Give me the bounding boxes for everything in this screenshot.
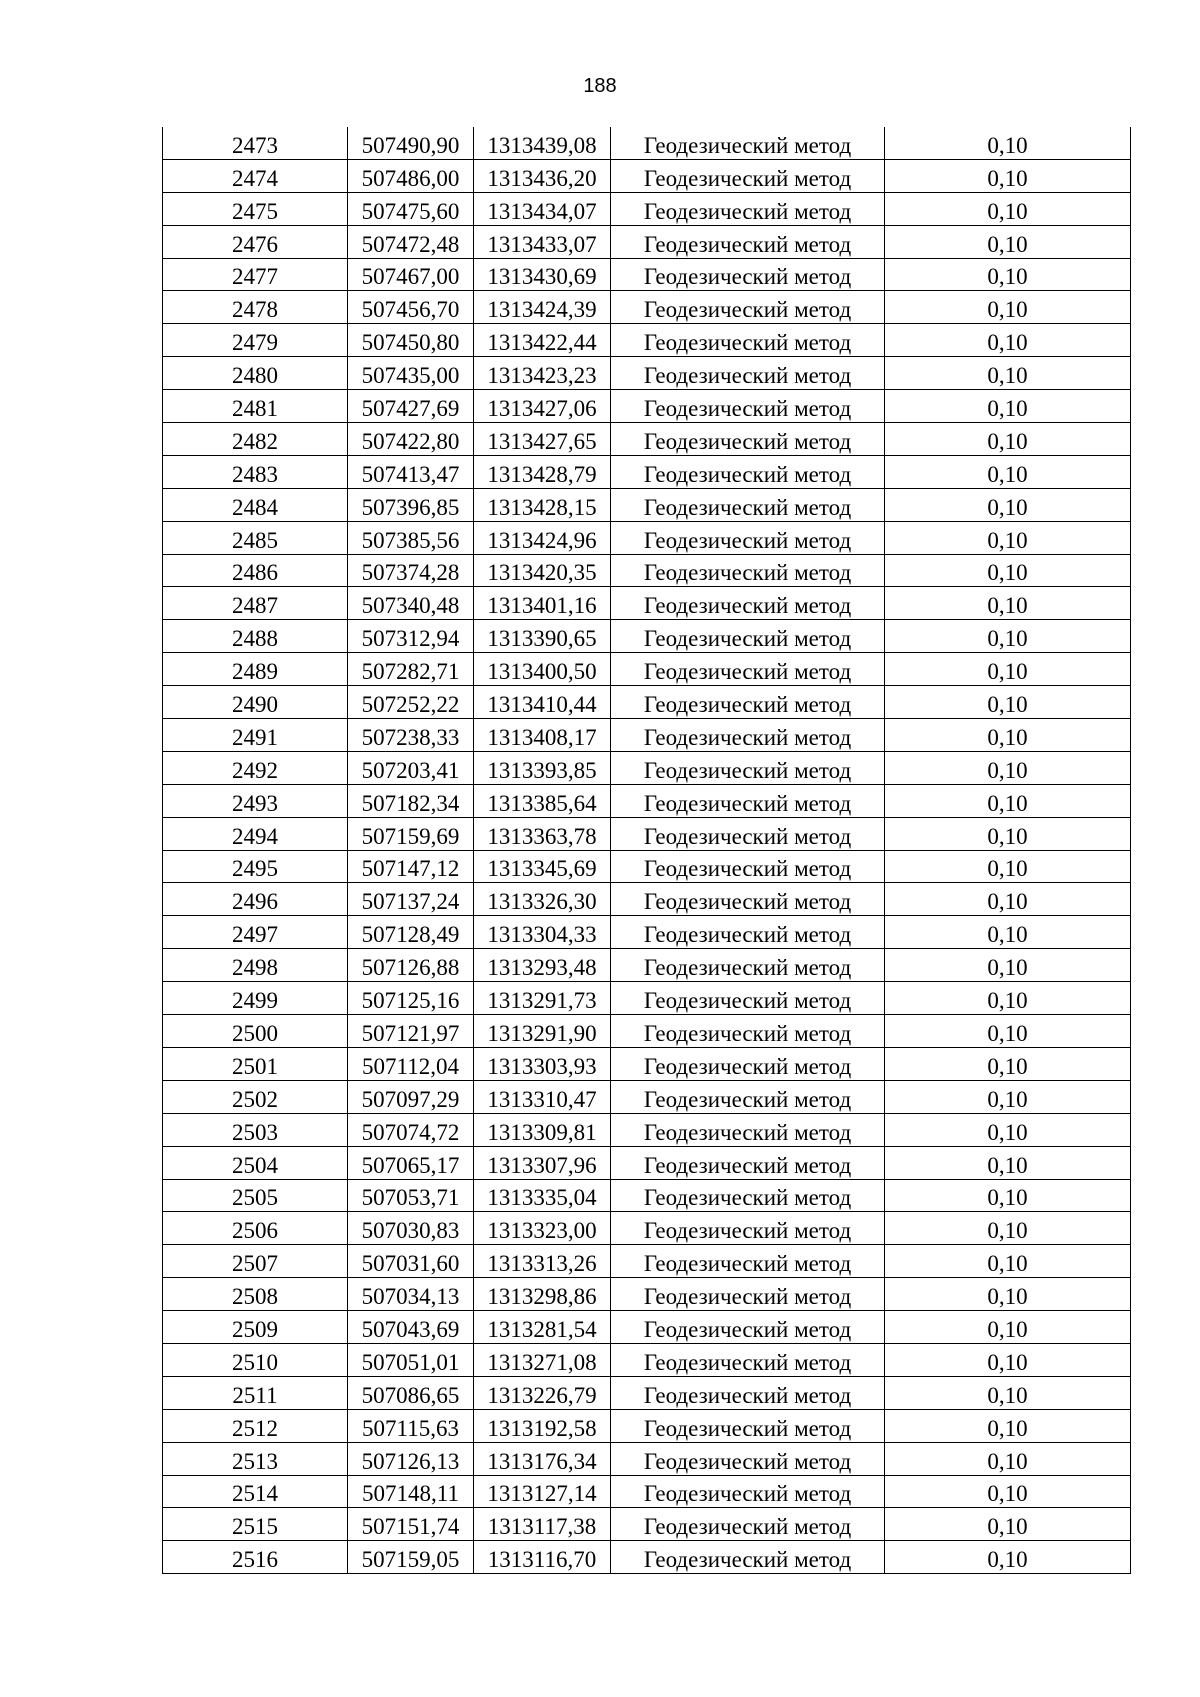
accuracy-cell: 0,10 [885, 291, 1131, 324]
y-coordinate-cell: 1313427,06 [474, 390, 611, 423]
y-coordinate-cell: 1313281,54 [474, 1311, 611, 1344]
method-cell: Геодезический метод [611, 1541, 885, 1574]
point-number-cell: 2502 [163, 1080, 348, 1113]
table-row [163, 521, 1131, 554]
x-coordinate-cell: 507121,97 [348, 1015, 474, 1048]
point-number-cell: 2499 [163, 982, 348, 1015]
accuracy-cell: 0,10 [885, 1376, 1131, 1409]
x-coordinate-cell: 507475,60 [348, 192, 474, 225]
method-cell: Геодезический метод [611, 949, 885, 982]
point-number-cell: 2485 [163, 521, 348, 554]
coordinates-table [162, 127, 1131, 1574]
y-coordinate-cell: 1313428,79 [474, 455, 611, 488]
y-coordinate-cell: 1313408,17 [474, 719, 611, 752]
table-row [163, 916, 1131, 949]
x-coordinate-cell: 507128,49 [348, 916, 474, 949]
table-row [163, 225, 1131, 258]
table-row [163, 949, 1131, 982]
table-row [163, 1113, 1131, 1146]
table-row [163, 1278, 1131, 1311]
y-coordinate-cell: 1313433,07 [474, 225, 611, 258]
accuracy-cell: 0,10 [885, 324, 1131, 357]
y-coordinate-cell: 1313400,50 [474, 653, 611, 686]
point-number-cell: 2476 [163, 225, 348, 258]
table-row [163, 1245, 1131, 1278]
point-number-cell: 2516 [163, 1541, 348, 1574]
point-number-cell: 2490 [163, 686, 348, 719]
table-row [163, 784, 1131, 817]
method-cell: Геодезический метод [611, 258, 885, 291]
point-number-cell: 2496 [163, 883, 348, 916]
method-cell: Геодезический метод [611, 1015, 885, 1048]
y-coordinate-cell: 1313304,33 [474, 916, 611, 949]
y-coordinate-cell: 1313307,96 [474, 1146, 611, 1179]
accuracy-cell: 0,10 [885, 554, 1131, 587]
table-row [163, 883, 1131, 916]
table-row [163, 357, 1131, 390]
point-number-cell: 2498 [163, 949, 348, 982]
point-number-cell: 2510 [163, 1343, 348, 1376]
accuracy-cell: 0,10 [885, 850, 1131, 883]
x-coordinate-cell: 507159,05 [348, 1541, 474, 1574]
table-row [163, 192, 1131, 225]
x-coordinate-cell: 507396,85 [348, 488, 474, 521]
accuracy-cell: 0,10 [885, 159, 1131, 192]
accuracy-cell: 0,10 [885, 357, 1131, 390]
table-row [163, 1311, 1131, 1344]
point-number-cell: 2478 [163, 291, 348, 324]
accuracy-cell: 0,10 [885, 1179, 1131, 1212]
accuracy-cell: 0,10 [885, 1409, 1131, 1442]
method-cell: Геодезический метод [611, 1343, 885, 1376]
accuracy-cell: 0,10 [885, 982, 1131, 1015]
method-cell: Геодезический метод [611, 982, 885, 1015]
point-number-cell: 2489 [163, 653, 348, 686]
y-coordinate-cell: 1313293,48 [474, 949, 611, 982]
x-coordinate-cell: 507427,69 [348, 390, 474, 423]
accuracy-cell: 0,10 [885, 1278, 1131, 1311]
table-row [163, 1343, 1131, 1376]
method-cell: Геодезический метод [611, 653, 885, 686]
method-cell: Геодезический метод [611, 850, 885, 883]
method-cell: Геодезический метод [611, 455, 885, 488]
y-coordinate-cell: 1313363,78 [474, 817, 611, 850]
method-cell: Геодезический метод [611, 817, 885, 850]
table-row [163, 488, 1131, 521]
accuracy-cell: 0,10 [885, 1015, 1131, 1048]
x-coordinate-cell: 507282,71 [348, 653, 474, 686]
point-number-cell: 2479 [163, 324, 348, 357]
table-row [163, 1442, 1131, 1475]
method-cell: Геодезический метод [611, 1245, 885, 1278]
y-coordinate-cell: 1313271,08 [474, 1343, 611, 1376]
y-coordinate-cell: 1313401,16 [474, 587, 611, 620]
accuracy-cell: 0,10 [885, 784, 1131, 817]
point-number-cell: 2511 [163, 1376, 348, 1409]
table-row [163, 159, 1131, 192]
table-row [163, 1047, 1131, 1080]
table-row [163, 554, 1131, 587]
table-row [163, 324, 1131, 357]
point-number-cell: 2503 [163, 1113, 348, 1146]
y-coordinate-cell: 1313226,79 [474, 1376, 611, 1409]
accuracy-cell: 0,10 [885, 620, 1131, 653]
point-number-cell: 2484 [163, 488, 348, 521]
point-number-cell: 2493 [163, 784, 348, 817]
y-coordinate-cell: 1313326,30 [474, 883, 611, 916]
accuracy-cell: 0,10 [885, 225, 1131, 258]
accuracy-cell: 0,10 [885, 719, 1131, 752]
y-coordinate-cell: 1313309,81 [474, 1113, 611, 1146]
method-cell: Геодезический метод [611, 423, 885, 456]
x-coordinate-cell: 507472,48 [348, 225, 474, 258]
method-cell: Геодезический метод [611, 1409, 885, 1442]
method-cell: Геодезический метод [611, 1475, 885, 1508]
method-cell: Геодезический метод [611, 1179, 885, 1212]
x-coordinate-cell: 507126,13 [348, 1442, 474, 1475]
x-coordinate-cell: 507450,80 [348, 324, 474, 357]
y-coordinate-cell: 1313439,08 [474, 127, 611, 159]
table-row [163, 1080, 1131, 1113]
table-row [163, 982, 1131, 1015]
method-cell: Геодезический метод [611, 751, 885, 784]
x-coordinate-cell: 507086,65 [348, 1376, 474, 1409]
point-number-cell: 2504 [163, 1146, 348, 1179]
table-row [163, 817, 1131, 850]
y-coordinate-cell: 1313310,47 [474, 1080, 611, 1113]
y-coordinate-cell: 1313313,26 [474, 1245, 611, 1278]
method-cell: Геодезический метод [611, 1442, 885, 1475]
method-cell: Геодезический метод [611, 357, 885, 390]
accuracy-cell: 0,10 [885, 1311, 1131, 1344]
point-number-cell: 2486 [163, 554, 348, 587]
point-number-cell: 2497 [163, 916, 348, 949]
accuracy-cell: 0,10 [885, 751, 1131, 784]
method-cell: Геодезический метод [611, 916, 885, 949]
y-coordinate-cell: 1313117,38 [474, 1508, 611, 1541]
method-cell: Геодезический метод [611, 1376, 885, 1409]
table-row [163, 653, 1131, 686]
table-row [163, 1212, 1131, 1245]
accuracy-cell: 0,10 [885, 488, 1131, 521]
y-coordinate-cell: 1313427,65 [474, 423, 611, 456]
method-cell: Геодезический метод [611, 1080, 885, 1113]
accuracy-cell: 0,10 [885, 1113, 1131, 1146]
x-coordinate-cell: 507074,72 [348, 1113, 474, 1146]
method-cell: Геодезический метод [611, 554, 885, 587]
accuracy-cell: 0,10 [885, 1508, 1131, 1541]
table-row [163, 686, 1131, 719]
table-row [163, 719, 1131, 752]
point-number-cell: 2508 [163, 1278, 348, 1311]
accuracy-cell: 0,10 [885, 390, 1131, 423]
y-coordinate-cell: 1313335,04 [474, 1179, 611, 1212]
x-coordinate-cell: 507125,16 [348, 982, 474, 1015]
table-row [163, 1475, 1131, 1508]
method-cell: Геодезический метод [611, 225, 885, 258]
point-number-cell: 2481 [163, 390, 348, 423]
point-number-cell: 2482 [163, 423, 348, 456]
table-row [163, 291, 1131, 324]
table-row [163, 1409, 1131, 1442]
accuracy-cell: 0,10 [885, 1343, 1131, 1376]
x-coordinate-cell: 507413,47 [348, 455, 474, 488]
table-row [163, 127, 1131, 159]
accuracy-cell: 0,10 [885, 1541, 1131, 1574]
x-coordinate-cell: 507051,01 [348, 1343, 474, 1376]
y-coordinate-cell: 1313434,07 [474, 192, 611, 225]
y-coordinate-cell: 1313390,65 [474, 620, 611, 653]
accuracy-cell: 0,10 [885, 127, 1131, 159]
accuracy-cell: 0,10 [885, 521, 1131, 554]
accuracy-cell: 0,10 [885, 1475, 1131, 1508]
x-coordinate-cell: 507340,48 [348, 587, 474, 620]
table-row [163, 620, 1131, 653]
point-number-cell: 2495 [163, 850, 348, 883]
method-cell: Геодезический метод [611, 488, 885, 521]
x-coordinate-cell: 507467,00 [348, 258, 474, 291]
table-row [163, 1541, 1131, 1574]
y-coordinate-cell: 1313291,73 [474, 982, 611, 1015]
point-number-cell: 2487 [163, 587, 348, 620]
point-number-cell: 2483 [163, 455, 348, 488]
x-coordinate-cell: 507043,69 [348, 1311, 474, 1344]
x-coordinate-cell: 507137,24 [348, 883, 474, 916]
point-number-cell: 2509 [163, 1311, 348, 1344]
point-number-cell: 2506 [163, 1212, 348, 1245]
accuracy-cell: 0,10 [885, 455, 1131, 488]
x-coordinate-cell: 507182,34 [348, 784, 474, 817]
method-cell: Геодезический метод [611, 1146, 885, 1179]
table-row [163, 423, 1131, 456]
point-number-cell: 2501 [163, 1047, 348, 1080]
accuracy-cell: 0,10 [885, 949, 1131, 982]
accuracy-cell: 0,10 [885, 653, 1131, 686]
method-cell: Геодезический метод [611, 1508, 885, 1541]
table-row [163, 1376, 1131, 1409]
point-number-cell: 2512 [163, 1409, 348, 1442]
x-coordinate-cell: 507490,90 [348, 127, 474, 159]
point-number-cell: 2515 [163, 1508, 348, 1541]
method-cell: Геодезический метод [611, 587, 885, 620]
method-cell: Геодезический метод [611, 883, 885, 916]
table-row [163, 850, 1131, 883]
x-coordinate-cell: 507151,74 [348, 1508, 474, 1541]
y-coordinate-cell: 1313345,69 [474, 850, 611, 883]
table-row [163, 390, 1131, 423]
y-coordinate-cell: 1313393,85 [474, 751, 611, 784]
x-coordinate-cell: 507031,60 [348, 1245, 474, 1278]
y-coordinate-cell: 1313410,44 [474, 686, 611, 719]
point-number-cell: 2492 [163, 751, 348, 784]
y-coordinate-cell: 1313424,96 [474, 521, 611, 554]
point-number-cell: 2473 [163, 127, 348, 159]
accuracy-cell: 0,10 [885, 1245, 1131, 1278]
x-coordinate-cell: 507456,70 [348, 291, 474, 324]
point-number-cell: 2474 [163, 159, 348, 192]
table-row [163, 1508, 1131, 1541]
accuracy-cell: 0,10 [885, 423, 1131, 456]
y-coordinate-cell: 1313116,70 [474, 1541, 611, 1574]
method-cell: Геодезический метод [611, 521, 885, 554]
method-cell: Геодезический метод [611, 1212, 885, 1245]
point-number-cell: 2477 [163, 258, 348, 291]
x-coordinate-cell: 507097,29 [348, 1080, 474, 1113]
x-coordinate-cell: 507312,94 [348, 620, 474, 653]
page-number: 188 [583, 75, 617, 97]
method-cell: Геодезический метод [611, 620, 885, 653]
point-number-cell: 2494 [163, 817, 348, 850]
point-number-cell: 2513 [163, 1442, 348, 1475]
x-coordinate-cell: 507115,63 [348, 1409, 474, 1442]
x-coordinate-cell: 507238,33 [348, 719, 474, 752]
accuracy-cell: 0,10 [885, 258, 1131, 291]
accuracy-cell: 0,10 [885, 916, 1131, 949]
method-cell: Геодезический метод [611, 1113, 885, 1146]
x-coordinate-cell: 507126,88 [348, 949, 474, 982]
x-coordinate-cell: 507148,11 [348, 1475, 474, 1508]
point-number-cell: 2491 [163, 719, 348, 752]
method-cell: Геодезический метод [611, 390, 885, 423]
x-coordinate-cell: 507374,28 [348, 554, 474, 587]
accuracy-cell: 0,10 [885, 817, 1131, 850]
x-coordinate-cell: 507422,80 [348, 423, 474, 456]
point-number-cell: 2514 [163, 1475, 348, 1508]
accuracy-cell: 0,10 [885, 1146, 1131, 1179]
x-coordinate-cell: 507159,69 [348, 817, 474, 850]
x-coordinate-cell: 507147,12 [348, 850, 474, 883]
x-coordinate-cell: 507112,04 [348, 1047, 474, 1080]
table-row [163, 751, 1131, 784]
method-cell: Геодезический метод [611, 291, 885, 324]
x-coordinate-cell: 507486,00 [348, 159, 474, 192]
y-coordinate-cell: 1313436,20 [474, 159, 611, 192]
x-coordinate-cell: 507065,17 [348, 1146, 474, 1179]
point-number-cell: 2507 [163, 1245, 348, 1278]
y-coordinate-cell: 1313423,23 [474, 357, 611, 390]
method-cell: Геодезический метод [611, 1311, 885, 1344]
accuracy-cell: 0,10 [885, 1212, 1131, 1245]
point-number-cell: 2500 [163, 1015, 348, 1048]
accuracy-cell: 0,10 [885, 192, 1131, 225]
accuracy-cell: 0,10 [885, 1047, 1131, 1080]
table-row [163, 587, 1131, 620]
point-number-cell: 2480 [163, 357, 348, 390]
y-coordinate-cell: 1313323,00 [474, 1212, 611, 1245]
point-number-cell: 2505 [163, 1179, 348, 1212]
table-row [163, 258, 1131, 291]
y-coordinate-cell: 1313422,44 [474, 324, 611, 357]
point-number-cell: 2475 [163, 192, 348, 225]
y-coordinate-cell: 1313385,64 [474, 784, 611, 817]
x-coordinate-cell: 507203,41 [348, 751, 474, 784]
table-row [163, 455, 1131, 488]
y-coordinate-cell: 1313303,93 [474, 1047, 611, 1080]
x-coordinate-cell: 507435,00 [348, 357, 474, 390]
method-cell: Геодезический метод [611, 719, 885, 752]
method-cell: Геодезический метод [611, 1047, 885, 1080]
accuracy-cell: 0,10 [885, 686, 1131, 719]
x-coordinate-cell: 507252,22 [348, 686, 474, 719]
x-coordinate-cell: 507030,83 [348, 1212, 474, 1245]
x-coordinate-cell: 507053,71 [348, 1179, 474, 1212]
accuracy-cell: 0,10 [885, 1080, 1131, 1113]
y-coordinate-cell: 1313430,69 [474, 258, 611, 291]
y-coordinate-cell: 1313127,14 [474, 1475, 611, 1508]
table-row [163, 1179, 1131, 1212]
method-cell: Геодезический метод [611, 686, 885, 719]
y-coordinate-cell: 1313192,58 [474, 1409, 611, 1442]
table-row [163, 1146, 1131, 1179]
y-coordinate-cell: 1313176,34 [474, 1442, 611, 1475]
method-cell: Геодезический метод [611, 784, 885, 817]
x-coordinate-cell: 507034,13 [348, 1278, 474, 1311]
method-cell: Геодезический метод [611, 127, 885, 159]
y-coordinate-cell: 1313424,39 [474, 291, 611, 324]
y-coordinate-cell: 1313298,86 [474, 1278, 611, 1311]
accuracy-cell: 0,10 [885, 587, 1131, 620]
method-cell: Геодезический метод [611, 324, 885, 357]
x-coordinate-cell: 507385,56 [348, 521, 474, 554]
y-coordinate-cell: 1313291,90 [474, 1015, 611, 1048]
method-cell: Геодезический метод [611, 159, 885, 192]
accuracy-cell: 0,10 [885, 1442, 1131, 1475]
accuracy-cell: 0,10 [885, 883, 1131, 916]
table-row [163, 1015, 1131, 1048]
y-coordinate-cell: 1313428,15 [474, 488, 611, 521]
method-cell: Геодезический метод [611, 192, 885, 225]
coordinates-table-body [163, 127, 1131, 1574]
point-number-cell: 2488 [163, 620, 348, 653]
y-coordinate-cell: 1313420,35 [474, 554, 611, 587]
method-cell: Геодезический метод [611, 1278, 885, 1311]
